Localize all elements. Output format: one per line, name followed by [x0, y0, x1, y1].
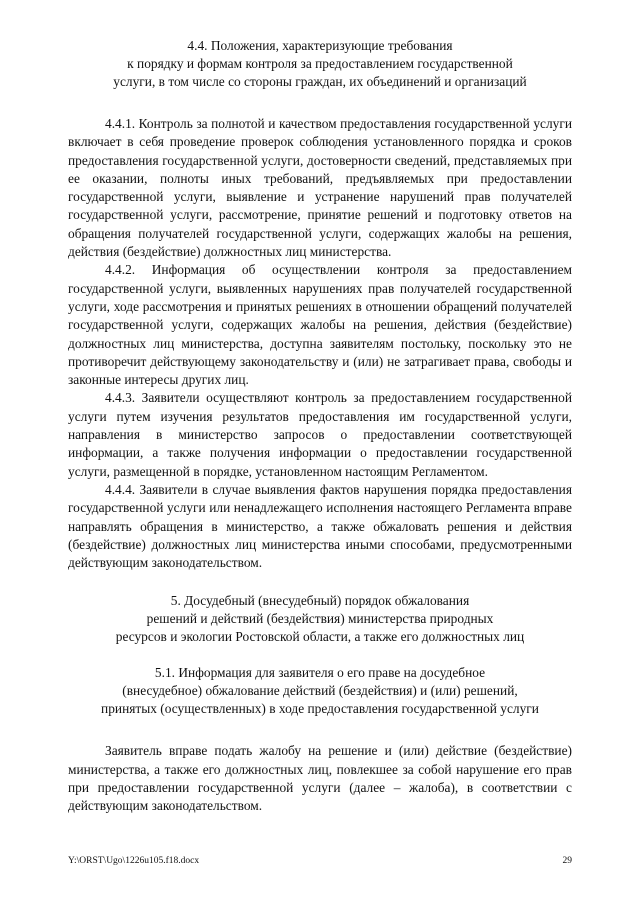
- section-4-4-heading: [68, 37, 572, 91]
- section-5-1-heading: [68, 664, 572, 718]
- heading-line: решений и действий (бездействия) министерства природных: [146, 611, 494, 627]
- heading-line: 5.1. Информация для заявителя о его праве на досудебное: [154, 665, 486, 681]
- heading-line: принятых (осуществленных) в ходе предоставления государственной услуги: [101, 701, 539, 717]
- page-number: 29: [562, 856, 572, 866]
- file-path: Y:\ORST\Ugo\1226u105.f18.docx: [68, 856, 200, 866]
- heading-line: 4.4. Положения, характеризующие требования: [187, 38, 453, 53]
- paragraph-5-1: Заявитель вправе подать жалобу на решение и (или) действие (бездействие) министерства, а также его должностных лиц, повлекшее за собой нарушение его прав при предоставлении государственной услуги (далее – жалоба), в соответствии с действующим законодательством.: [68, 743, 572, 814]
- paragraph-4-4-4: 4.4.4. Заявители в случае выявления фактов нарушения порядка предоставления государственной услуги или ненадлежащего исполнения настоящего Регламента вправе направлять обращения в министерство, а также обжаловать решения и действия (бездействие) должностных лиц министерства иными способами, предусмотренными действующим законодательством.: [68, 481, 572, 571]
- section-5-heading: [68, 592, 572, 646]
- page-footer: [68, 855, 572, 867]
- heading-line: ресурсов и экологии Ростовской области, а также его должностных лиц: [115, 629, 525, 645]
- paragraph-4-4-3: 4.4.3. Заявители осуществляют контроль за предоставлением государственной услуги путем изучения результатов предоставления им государственной услуги, направления в министерство запросов о предоставлении соответствующей информации, а также получения информации о предоставлении государственной услуги, размещенной в порядке, установленном настоящим Регламентом.: [68, 390, 572, 479]
- paragraph-4-4-2: 4.4.2. Информация об осуществлении контроля за предоставлением государственной услуги, выявленных нарушениях прав получателей государственной услуги, ходе рассмотрения и принятых решениях в отношении обращений получателей государственной услуги, содержащих жалобы на решения, действия (бездействие) должностных лиц министерства, доступна заявителям постольку, поскольку это не противоречит действующему законодательству и (или) не затрагивает права, свободы и законные интересы других лиц.: [68, 262, 572, 388]
- heading-line: 5. Досудебный (внесудебный) порядок обжалования: [170, 593, 470, 609]
- heading-line: услуги, в том числе со стороны граждан, их объединений и организаций: [113, 74, 527, 89]
- heading-line: (внесудебное) обжалование действий (бездействия) и (или) решений,: [122, 683, 518, 699]
- document-page: [68, 37, 572, 816]
- paragraph-4-4-1: 4.4.1. Контроль за полнотой и качеством предоставления государственной услуги включает в себя проведение проверок соблюдения установленного порядка и сроков предоставления государственной услуги, достоверности сведений, представляемых при ее оказании, полноты иных требований, предъявляемых при предоставлении государственной услуги, выявление и устранение нарушений прав получателей государственной услуги, рассмотрение, принятие решений и подготовку ответов на обращения получателей государственной услуги, содержащих жалобы на решения, действия (бездействие) должностных лиц министерства.: [68, 116, 572, 260]
- heading-line: к порядку и формам контроля за предоставлением государственной: [127, 56, 513, 71]
